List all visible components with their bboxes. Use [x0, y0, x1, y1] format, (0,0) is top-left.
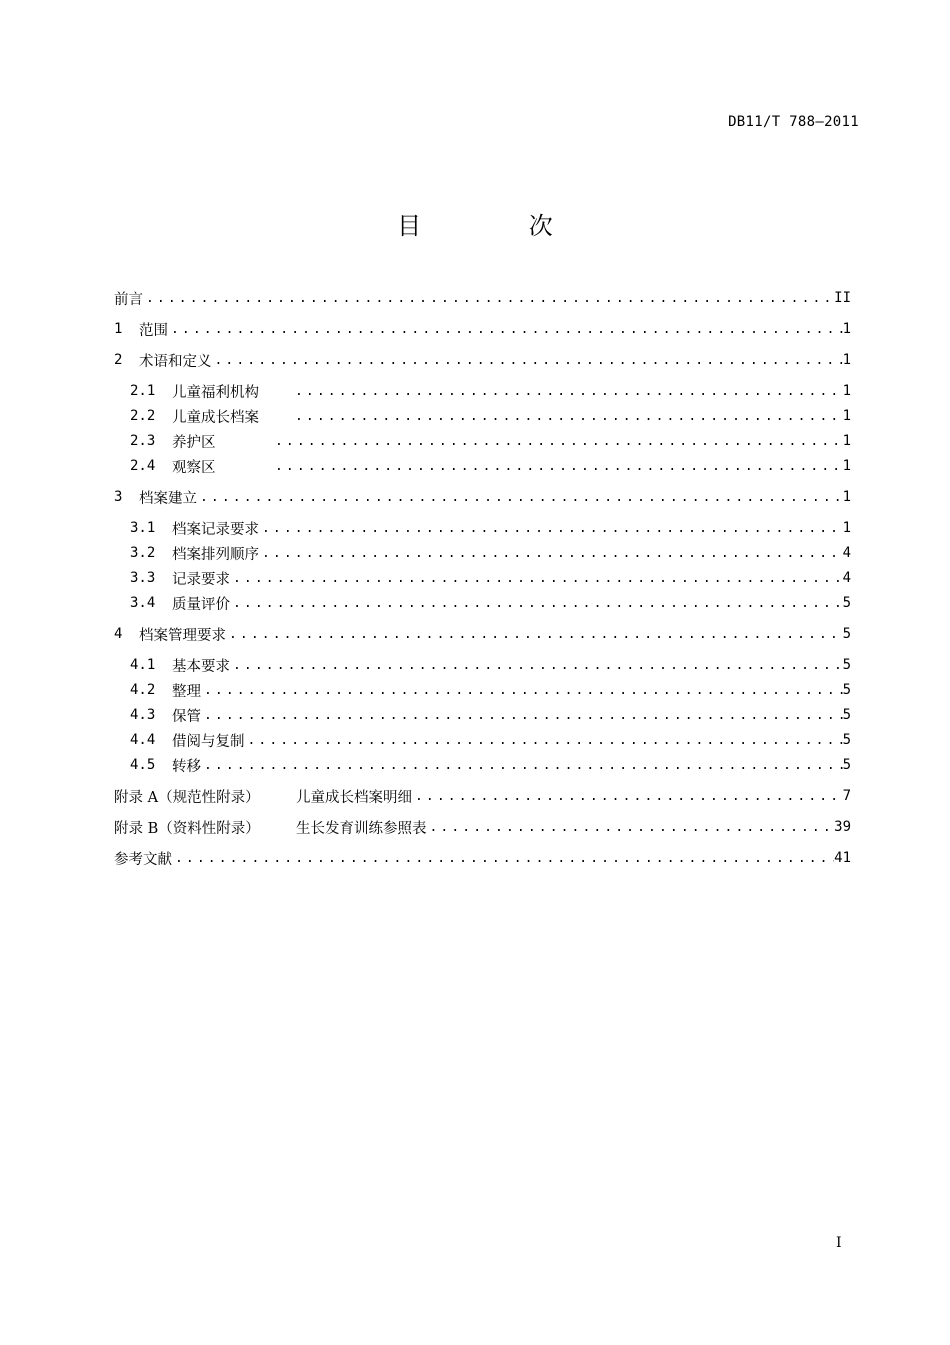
toc-appendix-prefix: 附录 B（资料性附录） — [114, 820, 260, 837]
toc-label: 档案管理要求 — [139, 627, 226, 644]
toc-label: 档案建立 — [139, 490, 197, 507]
toc-page: 5 — [842, 626, 851, 642]
toc-page: 1 — [842, 383, 851, 399]
toc-number: 3.3 — [130, 570, 156, 586]
toc-leader — [412, 789, 843, 804]
toc-label: 整理 — [172, 683, 201, 700]
toc-leader — [292, 409, 843, 424]
toc-label: 前言 — [114, 291, 143, 308]
toc-page: II — [834, 290, 851, 306]
toc-leader — [230, 596, 843, 611]
toc-leader — [201, 683, 843, 698]
toc-label: 档案排列顺序 — [172, 546, 259, 563]
toc-entry-4-3[interactable] — [130, 704, 851, 726]
toc-number: 4.4 — [130, 732, 156, 748]
toc-page: 5 — [842, 757, 851, 773]
toc-label: 档案记录要求 — [172, 521, 259, 538]
toc-page: 1 — [842, 352, 851, 368]
toc-entry-3[interactable] — [114, 486, 851, 508]
toc-leader — [292, 384, 843, 399]
toc-label: 儿童福利机构 — [172, 384, 259, 401]
table-of-contents — [114, 0, 851, 1345]
toc-number: 3.2 — [130, 545, 156, 561]
footer-page-number: I — [836, 1235, 842, 1251]
toc-entry-1[interactable] — [114, 318, 851, 340]
toc-page: 7 — [842, 788, 851, 804]
toc-label: 基本要求 — [172, 658, 230, 675]
toc-page: 1 — [842, 408, 851, 424]
toc-label: 观察区 — [172, 459, 216, 476]
toc-label: 转移 — [172, 758, 201, 775]
toc-appendix-prefix: 附录 A（规范性附录） — [114, 789, 260, 806]
toc-label: 生长发育训练参照表 — [296, 820, 427, 837]
toc-leader — [201, 708, 843, 723]
toc-page: 1 — [842, 520, 851, 536]
toc-leader — [168, 322, 843, 337]
toc-page: 39 — [834, 819, 851, 835]
toc-entry-4-5[interactable] — [130, 754, 851, 776]
toc-entry-4[interactable] — [114, 623, 851, 645]
toc-label: 范围 — [139, 322, 168, 339]
toc-label: 儿童成长档案 — [172, 409, 259, 426]
standard-code: DB11/T 788—2011 — [728, 114, 859, 130]
toc-number: 4.3 — [130, 707, 156, 723]
toc-entry-3-2[interactable] — [130, 542, 851, 564]
toc-label: 术语和定义 — [139, 353, 212, 370]
toc-number: 4.1 — [130, 657, 156, 673]
toc-page: 1 — [842, 433, 851, 449]
toc-entry-preface[interactable] — [114, 287, 851, 309]
toc-label: 养护区 — [172, 434, 216, 451]
toc-label: 记录要求 — [172, 571, 230, 588]
toc-label: 参考文献 — [114, 851, 172, 868]
toc-leader — [272, 434, 843, 449]
toc-label: 质量评价 — [172, 596, 230, 613]
toc-leader — [230, 571, 843, 586]
toc-leader — [212, 353, 843, 368]
toc-leader — [427, 820, 835, 835]
toc-number: 4.2 — [130, 682, 156, 698]
toc-entry-2-1[interactable] — [130, 380, 851, 402]
toc-page: 5 — [842, 682, 851, 698]
toc-entry-3-3[interactable] — [130, 567, 851, 589]
toc-leader — [259, 546, 843, 561]
toc-entry-2-2[interactable] — [130, 405, 851, 427]
toc-number: 2.3 — [130, 433, 156, 449]
toc-number: 4.5 — [130, 757, 156, 773]
toc-entry-4-4[interactable] — [130, 729, 851, 751]
toc-entry-2[interactable] — [114, 349, 851, 371]
toc-label: 儿童成长档案明细 — [296, 789, 412, 806]
toc-leader — [272, 459, 843, 474]
toc-page: 4 — [842, 570, 851, 586]
toc-page: 5 — [842, 732, 851, 748]
toc-page: 4 — [842, 545, 851, 561]
toc-leader — [259, 521, 843, 536]
toc-number: 1 — [114, 321, 123, 337]
toc-page: 1 — [842, 458, 851, 474]
toc-number: 2.1 — [130, 383, 156, 399]
toc-label: 借阅与复制 — [172, 733, 245, 750]
toc-number: 3 — [114, 489, 123, 505]
toc-leader — [230, 658, 843, 673]
toc-label: 保管 — [172, 708, 201, 725]
toc-entry-appendix-a[interactable] — [114, 785, 851, 807]
toc-leader — [143, 291, 834, 306]
toc-leader — [172, 851, 834, 866]
page-title: 目 次 — [397, 212, 603, 240]
toc-page: 1 — [842, 321, 851, 337]
toc-number: 3.1 — [130, 520, 156, 536]
toc-entry-references[interactable] — [114, 847, 851, 869]
toc-number: 4 — [114, 626, 123, 642]
toc-page: 5 — [842, 707, 851, 723]
toc-leader — [245, 733, 843, 748]
toc-leader — [197, 490, 843, 505]
toc-entry-4-2[interactable] — [130, 679, 851, 701]
toc-entry-2-3[interactable] — [130, 430, 851, 452]
toc-leader — [201, 758, 843, 773]
toc-entry-4-1[interactable] — [130, 654, 851, 676]
toc-entry-2-4[interactable] — [130, 455, 851, 477]
toc-number: 2.2 — [130, 408, 156, 424]
toc-number: 2.4 — [130, 458, 156, 474]
toc-page: 5 — [842, 657, 851, 673]
toc-entry-3-1[interactable] — [130, 517, 851, 539]
toc-page: 1 — [842, 489, 851, 505]
toc-page: 41 — [834, 850, 851, 866]
toc-leader — [226, 627, 843, 642]
toc-entry-appendix-b[interactable] — [114, 816, 851, 838]
toc-entry-3-4[interactable] — [130, 592, 851, 614]
toc-page: 5 — [842, 595, 851, 611]
toc-number: 3.4 — [130, 595, 156, 611]
toc-number: 2 — [114, 352, 123, 368]
